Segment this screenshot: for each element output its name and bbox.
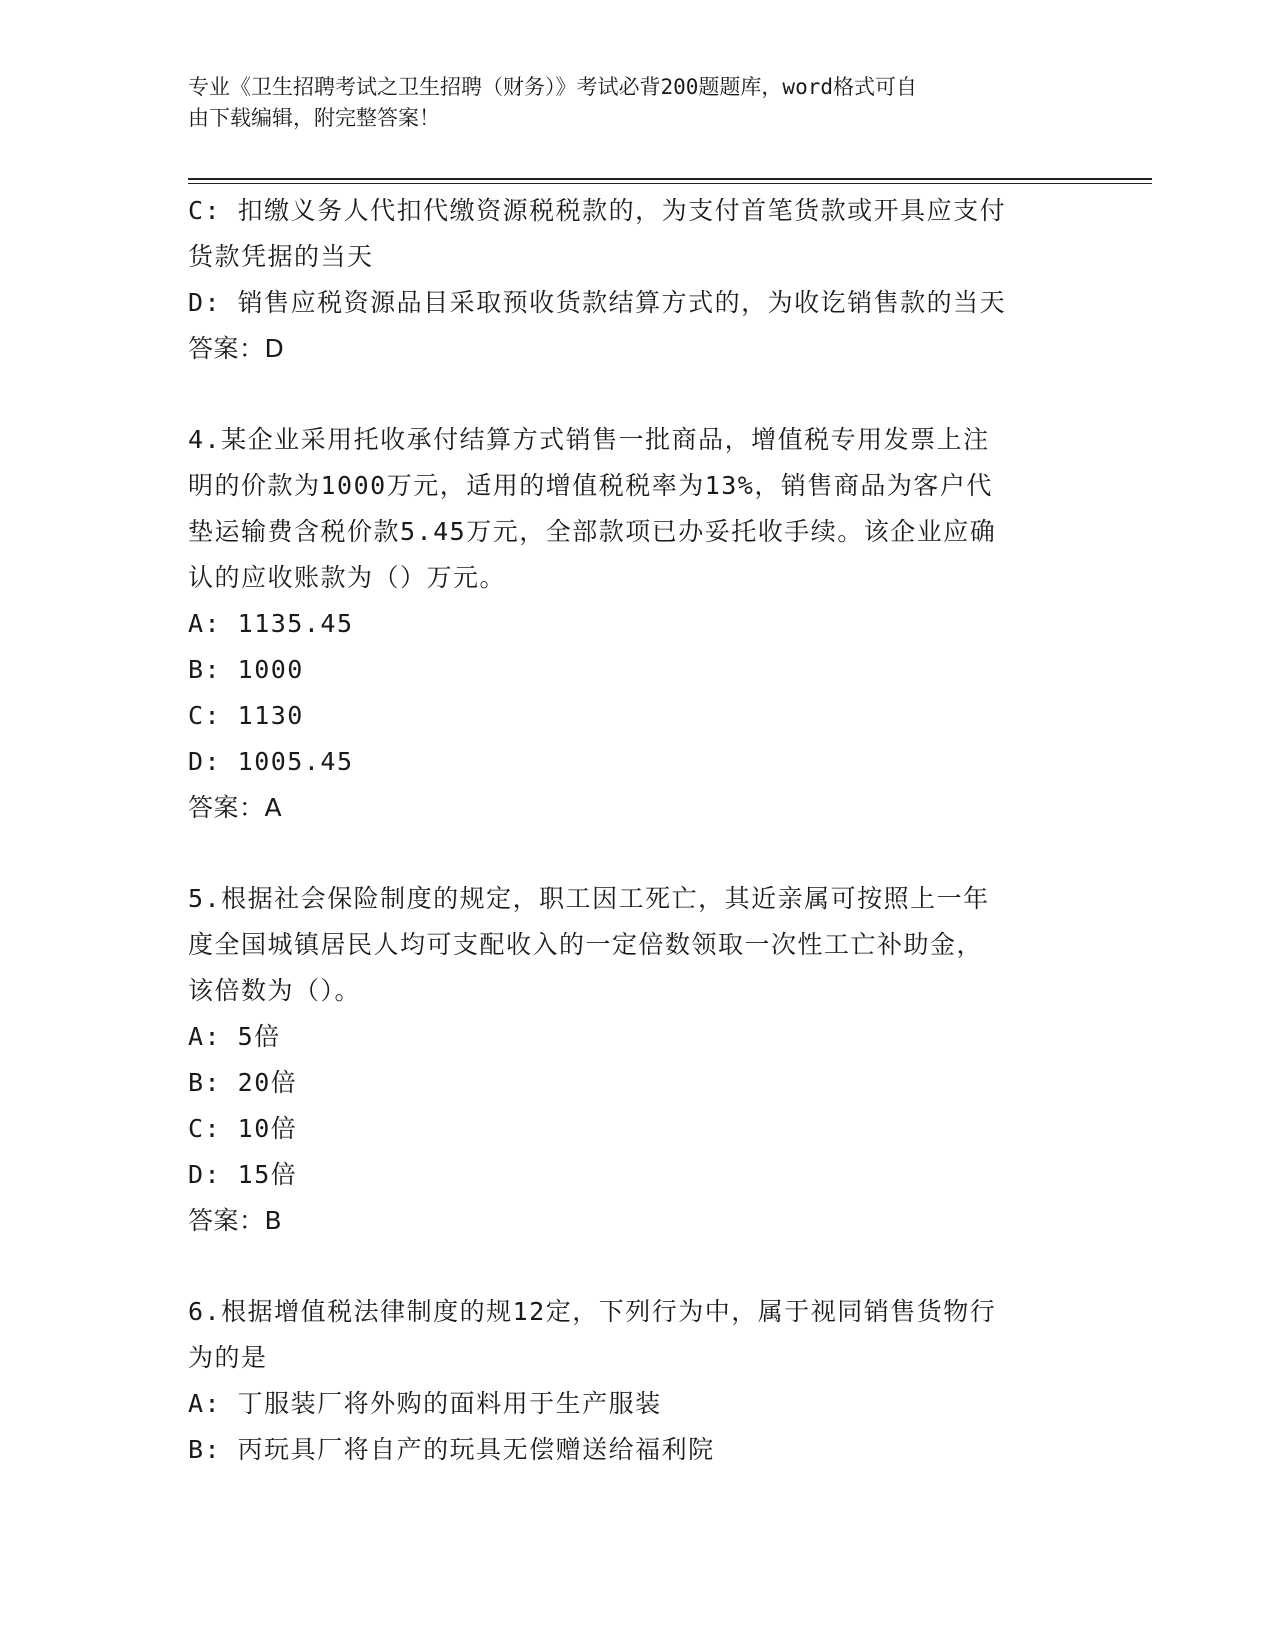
header-line-1: 专业《卫生招聘考试之卫生招聘（财务）》考试必背200题题库，word格式可自 (188, 75, 917, 99)
q4-answer: 答案：A (188, 793, 283, 822)
q6-option-b: B: 丙玩具厂将自产的玩具无偿赠送给福利院 (188, 1435, 715, 1464)
q5-stem-line-3: 该倍数为（）。 (188, 976, 362, 1005)
q4-option-d: D: 1005.45 (188, 747, 354, 776)
q4-option-b: B: 1000 (188, 655, 304, 684)
q6-option-a: A: 丁服装厂将外购的面料用于生产服装 (188, 1389, 662, 1418)
q5-option-d: D: 15倍 (188, 1160, 298, 1189)
q5-stem-line-1: 5.根据社会保险制度的规定，职工因工死亡，其近亲属可按照上一年 (188, 884, 990, 913)
q4-option-c: C: 1130 (188, 701, 304, 730)
q3-option-c-line-2: 货款凭据的当天 (188, 242, 374, 271)
q3-answer: 答案：D (188, 334, 285, 363)
q6-stem-line-1: 6.根据增值税法律制度的规12定，下列行为中，属于视同销售货物行 (188, 1297, 997, 1326)
q6-stem-line-2: 为的是 (188, 1343, 268, 1372)
q3-option-d: D: 销售应税资源品目采取预收货款结算方式的，为收讫销售款的当天 (188, 288, 1007, 317)
header-line-2: 由下载编辑，附完整答案！ (188, 106, 440, 130)
q4-option-a: A: 1135.45 (188, 609, 354, 638)
question-3-fragment (188, 188, 1088, 372)
q5-answer: 答案：B (188, 1206, 283, 1235)
header-divider-thick (188, 178, 1152, 180)
q4-stem-line-3: 垫运输费含税价款5.45万元，全部款项已办妥托收手续。该企业应确 (188, 517, 997, 546)
question-content (188, 188, 1088, 1473)
document-header (188, 72, 1068, 134)
q3-option-c-line-1: C: 扣缴义务人代扣代缴资源税税款的，为支付首笔货款或开具应支付 (188, 196, 1007, 225)
question-4 (188, 417, 1088, 831)
q4-stem-line-1: 4.某企业采用托收承付结算方式销售一批商品，增值税专用发票上注 (188, 425, 990, 454)
q5-option-a: A: 5倍 (188, 1022, 281, 1051)
header-divider-thin (188, 183, 1152, 184)
q5-stem-line-2: 度全国城镇居民人均可支配收入的一定倍数领取一次性工亡补助金， (188, 930, 984, 959)
q5-option-c: C: 10倍 (188, 1114, 298, 1143)
q4-stem-line-2: 明的价款为1000万元，适用的增值税税率为13%，销售商品为客户代 (188, 471, 993, 500)
q4-stem-line-4: 认的应收账款为（）万元。 (188, 563, 507, 592)
question-5 (188, 876, 1088, 1244)
question-6 (188, 1289, 1088, 1473)
q5-option-b: B: 20倍 (188, 1068, 298, 1097)
